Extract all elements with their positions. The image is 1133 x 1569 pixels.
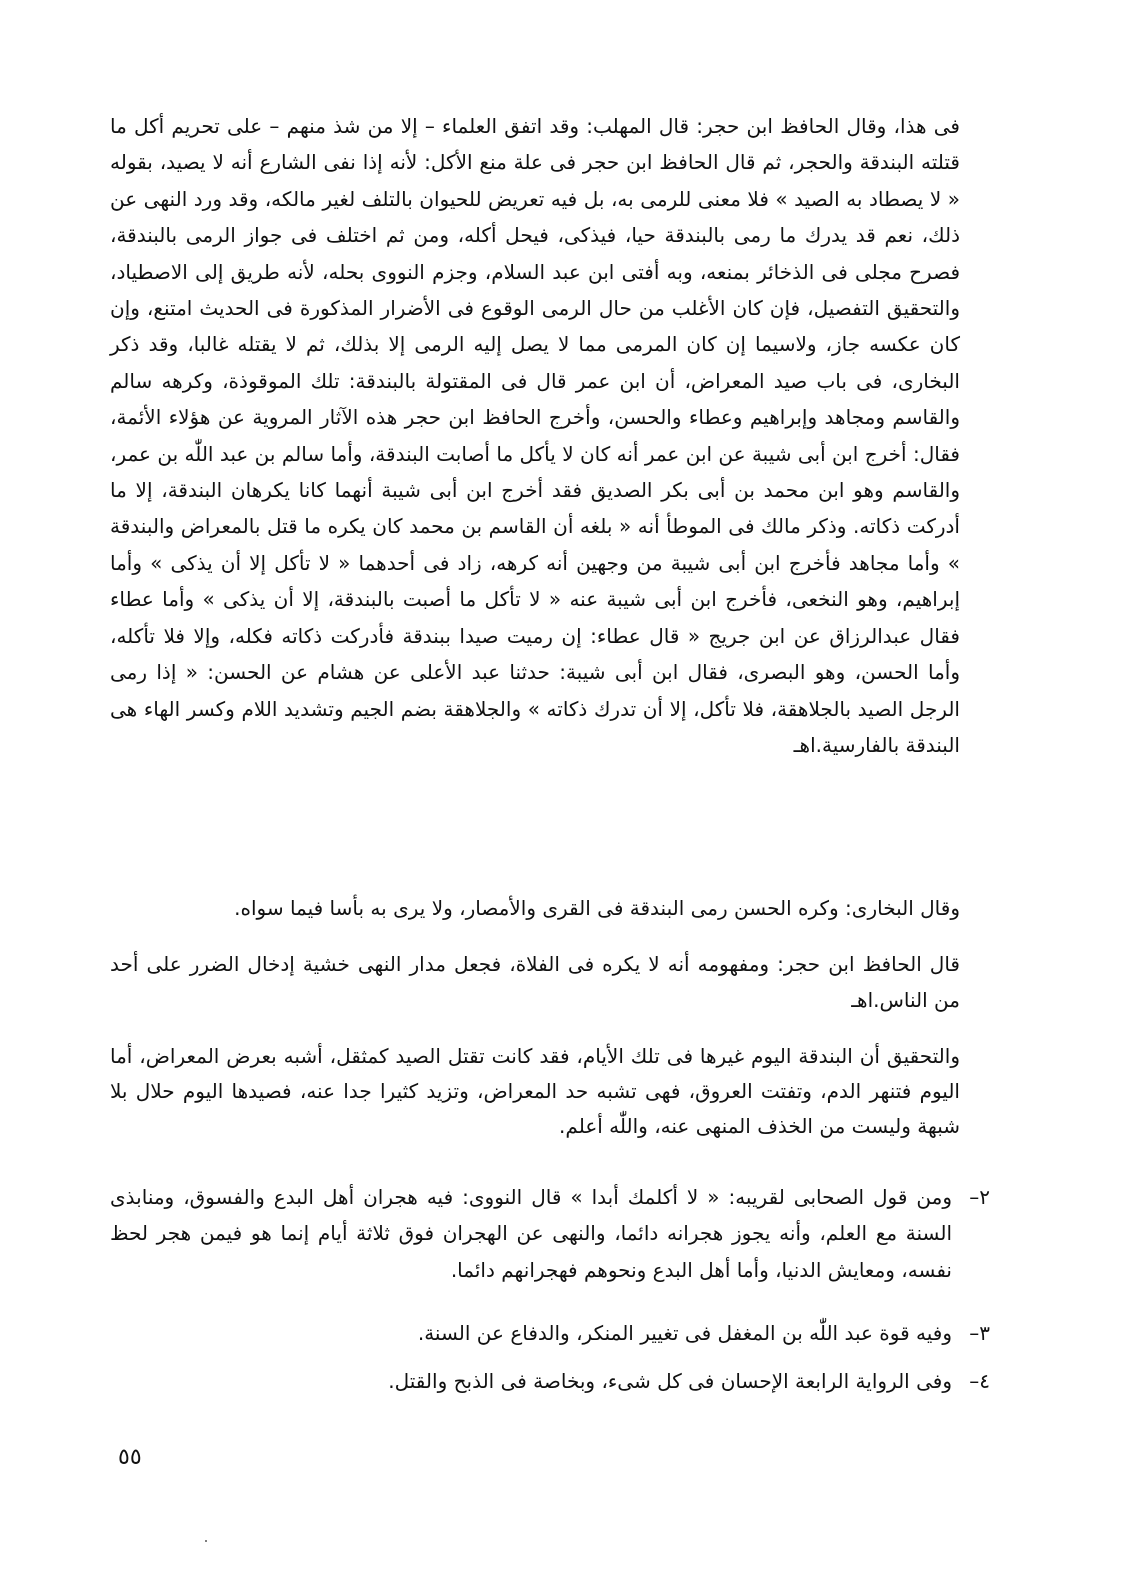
page-number: ٥٥ <box>118 1445 142 1470</box>
scan-speck <box>205 1540 207 1542</box>
item-number: ٢– <box>969 1185 990 1209</box>
numbered-item <box>110 1179 990 1288</box>
item-text: وفى الرواية الرابعة الإحسان فى كل شىء، وبخاصة فى الذبح والقتل. <box>388 1369 952 1393</box>
numbered-item <box>110 1315 990 1351</box>
item-text: ومن قول الصحابى لقريبه: « لا أكلمك أبدا » قال النووى: فيه هجران أهل البدع والفسوق، ومنابذى السنة مع العلم، وأنه يجوز هجرانه دائما، والنهى عن الهجران فوق ثلاثة أيام إنما هو فيمن هجر لحظ نفسه، ومعايش الدنيا، وأما أهل البدع ونحوهم فهجرانهم دائما. <box>110 1185 952 1282</box>
paragraph-ibn-hajar: قال الحافظ ابن حجر: ومفهومه أنه لا يكره فى الفلاة، فجعل مدار النهى خشية إدخال الضرر على أحد من الناس.اهـ <box>110 952 960 1013</box>
numbered-item <box>110 1363 990 1399</box>
paragraph-main: فى هذا، وقال الحافظ ابن حجر: قال المهلب: وقد اتفق العلماء – إلا من شذ منهم – على تحريم أكل ما قتلته البندقة والحجر، ثم قال الحافظ ابن حجر فى علة منع الأكل: لأنه إذا نفى الشارع أنه لا يصيد، بقوله « لا يصطاد به الصيد » فلا معنى للرمى به، بل فيه تعريض للحيوان بالتلف لغير مالكه، وقد ورد النهى عن ذلك، نعم قد يدرك ما رمى بالبندقة حيا، فيذكى، فيحل أكله، ومن ثم اختلف فى جواز الرمى بالبندقة، فصرح مجلى فى الذخائر بمنعه، وبه أفتى ابن عبد السلام، وجزم النووى بحله، لأنه طريق إلى الاصطياد، والتحقيق التفصيل، فإن كان الأغلب من حال الرمى الوقوع فى الأضرار المذكورة فى الحديث امتنع، وإن كان عكسه جاز، ولاسيما إن كان المرمى مما لا يصل إليه الرمى إلا بذلك، ثم لا يقتله غالبا، وقد ذكر البخارى، فى باب صيد المعراض، أن ابن عمر قال فى المقتولة بالبندقة: تلك الموقوذة، وكرهه سالم والقاسم ومجاهد وإبراهيم وعطاء والحسن، وأخرج الحافظ ابن حجر هذه الآثار المروية عن هؤلاء الأئمة، فقال: أخرج ابن أبى شيبة عن ابن عمر أنه كان لا يأكل ما أصابت البندقة، وأما سالم بن عبد اللّٰه بن عمر، والقاسم وهو ابن محمد بن أبى بكر الصديق فقد أخرج ابن أبى شيبة أنهما كانا يكرهان البندقة، إلا ما أدركت ذكاته. وذكر مالك فى الموطأ أنه « بلغه أن القاسم بن محمد كان يكره ما قتل بالمعراض والبندقة » وأما مجاهد فأخرج ابن أبى شيبة من وجهين أنه كرهه، زاد فى أحدهما « لا تأكل إلا أن يذكى » وأما إبراهيم، وهو النخعى، فأخرج ابن أبى شيبة عنه « لا تأكل ما أصبت بالبندقة، إلا أن يذكى » وأما عطاء فقال عبدالرزاق عن ابن جريج « قال عطاء: إن رميت صيدا ببندقة فأدركت ذكاته فكله، وإلا فلا تأكله، وأما الحسن، وهو البصرى، فقال ابن أبى شيبة: حدثنا عبد الأعلى عن هشام عن الحسن: « إذا رمى الرجل الصيد بالجلاهقة، فلا تأكل، إلا أن تدرك ذكاته » والجلاهقة بضم الجيم وتشديد اللام وكسر الهاء هى البندقة بالفارسية.اهـ <box>110 114 960 757</box>
item-number: ٤– <box>969 1369 990 1393</box>
paragraph-tahqiq: والتحقيق أن البندقة اليوم غيرها فى تلك الأيام، فقد كانت تقتل الصيد كمثقل، أشبه بعرض المعراض، أما اليوم فتنهر الدم، وتفتت العروق، فهى تشبه حد المعراض، وتزيد كثيرا جدا عنه، فصيدها اليوم حلال بلا شبهة وليست من الخذف المنهى عنه، واللّٰه أعلم. <box>110 1044 960 1138</box>
item-text: وفيه قوة عبد اللّٰه بن المغفل فى تغيير المنكر، والدفاع عن السنة. <box>417 1321 952 1345</box>
item-number: ٣– <box>969 1321 990 1345</box>
paragraph-bukhari: وقال البخارى: وكره الحسن رمى البندقة فى القرى والأمصار، ولا يرى به بأسا فيما سواه. <box>234 896 960 920</box>
